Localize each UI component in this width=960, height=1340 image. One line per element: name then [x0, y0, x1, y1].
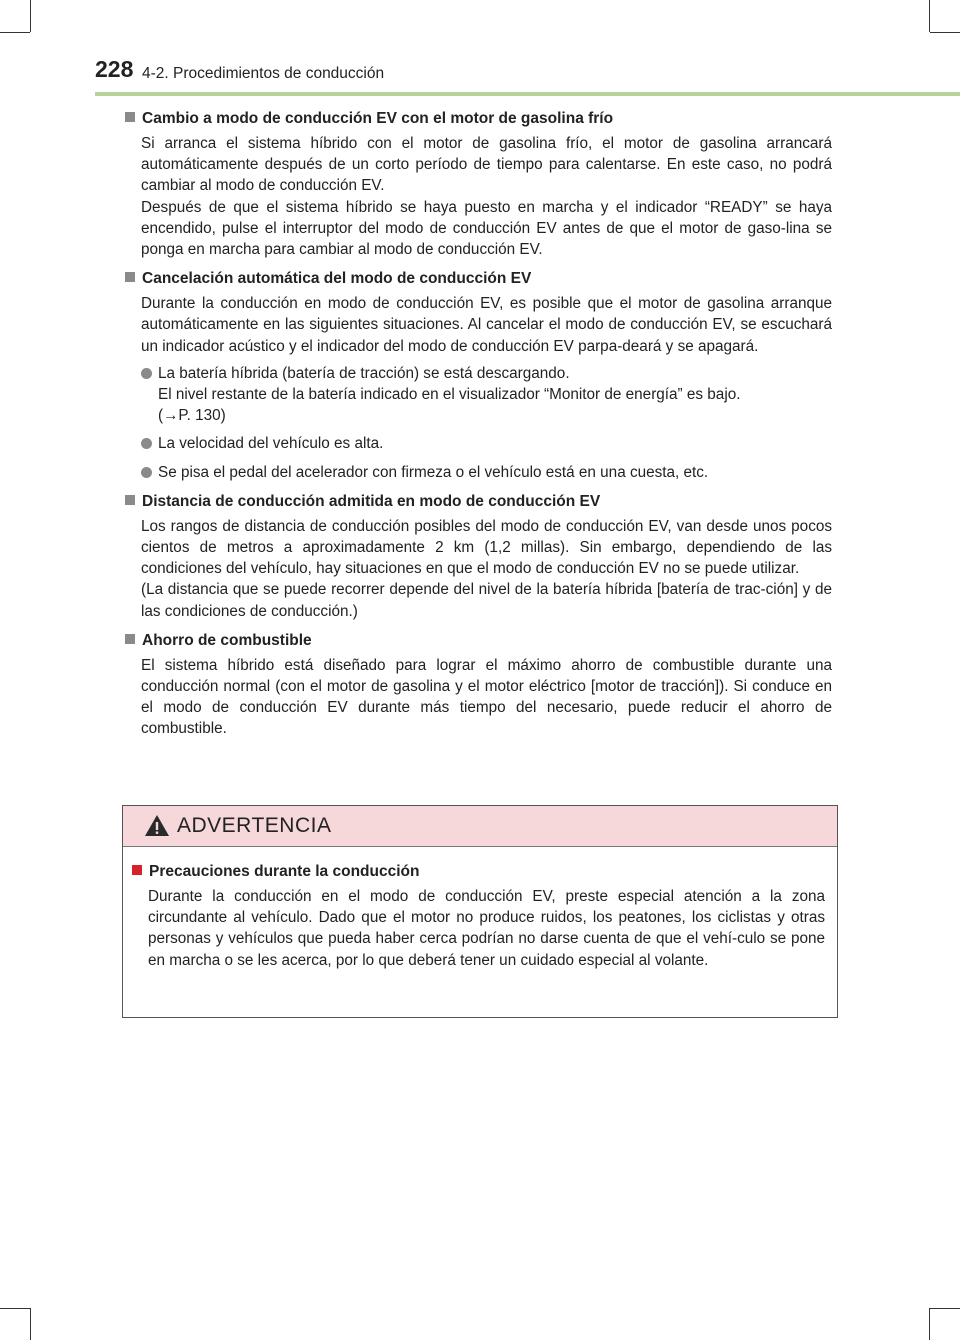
- square-bullet-icon: [125, 272, 135, 282]
- section-heading: Cancelación automática del modo de conducción EV: [125, 268, 832, 290]
- crop-mark: [930, 1308, 960, 1309]
- paragraph: El sistema híbrido está diseñado para lograr el máximo ahorro de combustible durante una conducción normal (con el motor de gasolina y el motor eléctrico [motor de tracción]). Si conduce en el modo de conducción EV durante más tiempo del necesario, puede reducir el ahorro de combustible.: [141, 656, 832, 738]
- section-title: 4-2. Procedimientos de conducción: [142, 65, 385, 82]
- warning-box: [122, 805, 838, 1018]
- warning-triangle-icon: [144, 814, 170, 837]
- list-item: Se pisa el pedal del acelerador con firmeza o el vehículo está en una cuesta, etc.: [141, 462, 832, 483]
- crop-mark: [929, 1308, 930, 1340]
- crop-mark: [929, 0, 930, 32]
- warning-label: ADVERTENCIA: [177, 814, 332, 837]
- bullet-list: [141, 363, 832, 483]
- section-cold-engine: [125, 108, 832, 260]
- section-auto-cancel: [125, 268, 832, 483]
- list-item: La velocidad del vehículo es alta.: [141, 433, 832, 454]
- page-header: [95, 56, 960, 96]
- crop-mark: [0, 32, 30, 33]
- paragraph: Durante la conducción en modo de conducción EV, es posible que el motor de gasolina arranque automáticamente en las siguientes situaciones. Al cancelar el modo de conducción EV, se escuchará un indicador acústico y el indicador del modo de conducción EV parpa-deará y se apagará.: [141, 295, 832, 355]
- paragraph: Si arranca el sistema híbrido con el motor de gasolina frío, el motor de gasolina arrancará automáticamente después de un corto período de tiempo para calentarse. En este caso, no podrá cambiar al modo de conducción EV.: [141, 135, 832, 195]
- warning-body: [123, 847, 837, 971]
- square-bullet-icon: [125, 495, 135, 505]
- crop-mark: [30, 0, 31, 32]
- page-reference-link[interactable]: (→P. 130): [158, 407, 226, 425]
- paragraph: (La distancia que se puede recorrer depende del nivel de la batería híbrida [batería de trac-ción] y de las condiciones de conducción.): [141, 581, 832, 620]
- square-bullet-icon: [132, 865, 142, 875]
- warning-item-text: Durante la conducción en el modo de conducción EV, preste especial atención a la zona circundante al vehículo. Dado que el motor no produce ruidos, los peatones, los ciclistas y otras personas y vehículos que pueda haber cerca podrían no darse cuenta de que el vehí-culo se pone en marcha o se les acerca, por lo que deberá tener un cuidado especial al volante.: [148, 888, 825, 969]
- square-bullet-icon: [125, 634, 135, 644]
- crop-mark: [30, 1308, 31, 1340]
- paragraph: Los rangos de distancia de conducción posibles del modo de conducción EV, van desde unos pocos cientos de metros a aproximadamente 2 km (1,2 millas). Sin embargo, dependiendo de las condiciones del vehículo, hay situaciones en que el modo de conducción EV no se puede utilizar.: [141, 517, 832, 578]
- paragraph: Después de que el sistema híbrido se haya puesto en marcha y el indicador “READY” se haya encendido, pulse el interruptor del modo de conducción EV antes de que el motor de gaso-lina se ponga en marcha para cambiar al modo de conducción EV.: [141, 198, 832, 259]
- section-heading: Ahorro de combustible: [125, 630, 832, 652]
- crop-mark: [0, 1308, 30, 1309]
- circle-bullet-icon: [141, 467, 152, 478]
- header-rule: [95, 92, 960, 96]
- warning-item-heading: Precauciones durante la conducción: [132, 861, 825, 883]
- circle-bullet-icon: [141, 368, 152, 379]
- warning-header: [123, 806, 837, 847]
- section-ev-distance: [125, 491, 832, 622]
- section-heading: Distancia de conducción admitida en modo de conducción EV: [125, 491, 832, 513]
- page-content: [125, 108, 832, 748]
- page-number: 228: [95, 56, 134, 82]
- circle-bullet-icon: [141, 438, 152, 449]
- section-fuel-economy: [125, 630, 832, 740]
- list-item: La batería híbrida (batería de tracción) se está descargando. El nivel restante de la batería indicado en el visualizador “Monitor de energía” es bajo. (→P. 130): [141, 363, 832, 427]
- crop-mark: [930, 32, 960, 33]
- square-bullet-icon: [125, 112, 135, 122]
- section-heading: Cambio a modo de conducción EV con el motor de gasolina frío: [125, 108, 832, 130]
